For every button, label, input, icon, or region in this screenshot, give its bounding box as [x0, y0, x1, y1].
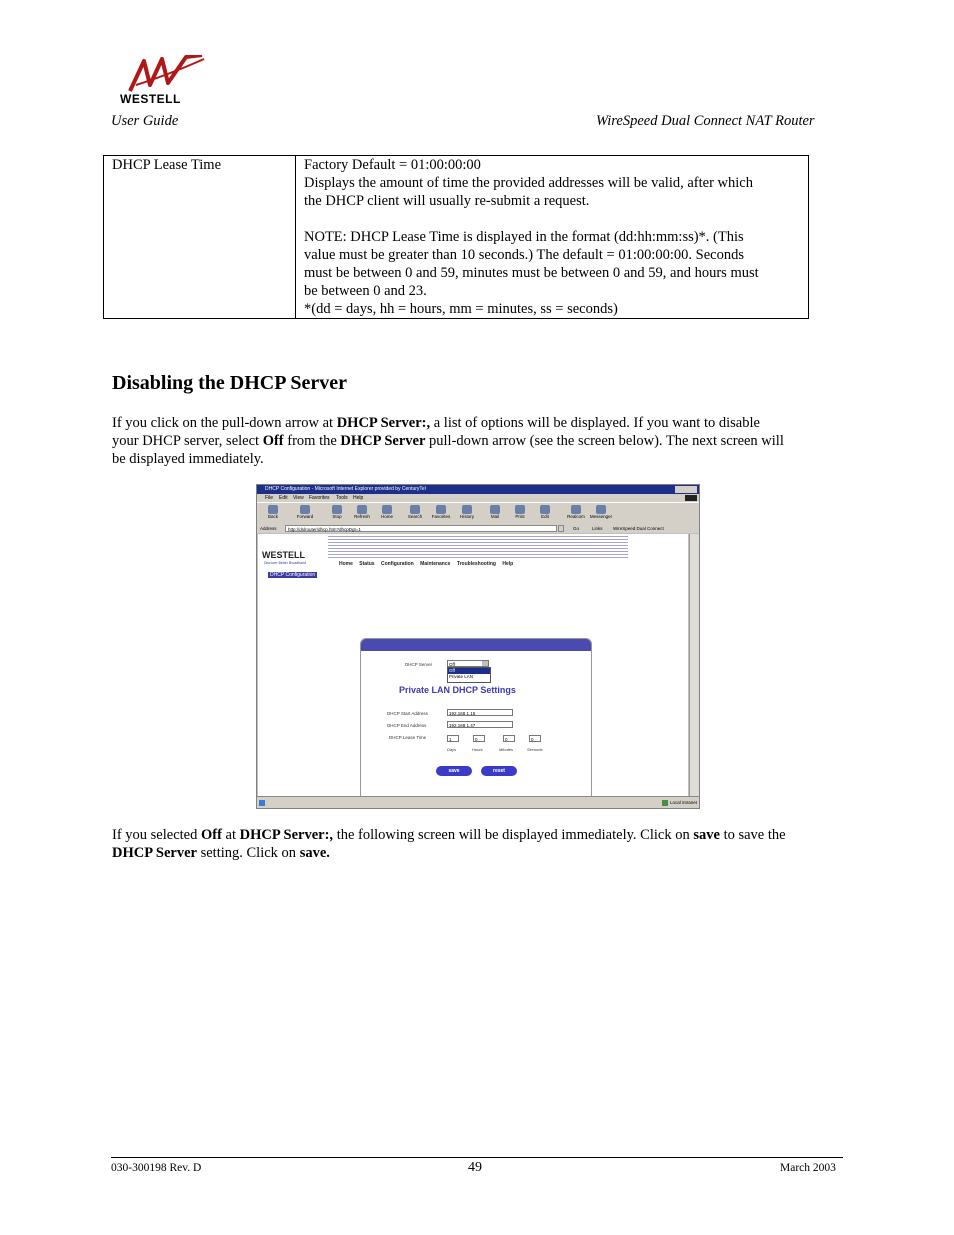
lease-line: must be between 0 and 59, minutes must be between 0 and 59, and hours must [304, 265, 759, 281]
mail-button[interactable]: Mail [483, 505, 507, 523]
dhcp-server-label: DHCP Server [405, 662, 433, 667]
search-icon [410, 505, 420, 514]
edit-button[interactable]: Edit [533, 505, 557, 523]
refresh-button[interactable]: Refresh [350, 505, 374, 523]
header-stripes [328, 536, 628, 560]
windows-logo-icon [685, 495, 697, 501]
nav-home[interactable]: Home [339, 561, 353, 567]
address-label: Address [260, 526, 277, 531]
header-left: User Guide [111, 113, 179, 129]
menu-view[interactable]: View [293, 495, 304, 501]
address-bar [257, 524, 699, 533]
start-address-label: DHCP Start Address [387, 711, 428, 716]
dhcp-server-options[interactable] [447, 667, 491, 683]
print-icon [515, 505, 525, 514]
lease-line: NOTE: DHCP Lease Time is displayed in the format (dd:hh:mm:ss)*. (This [304, 229, 744, 245]
end-address-label: DHCP End Address [387, 723, 427, 728]
messenger-icon [596, 505, 606, 514]
lease-label-cell [104, 156, 296, 319]
history-button[interactable]: History [455, 505, 479, 523]
stop-icon [332, 505, 342, 514]
dhcp-settings-panel [360, 638, 592, 798]
menu-tools[interactable]: Tools [336, 495, 348, 501]
page-done-icon [259, 800, 265, 806]
nav-maintenance[interactable]: Maintenance [420, 561, 451, 567]
menu-bar [257, 494, 699, 502]
unit-days: Days [447, 747, 457, 752]
end-address-input[interactable]: 192.168.1.47 [447, 721, 513, 728]
panel-title: Private LAN DHCP Settings [399, 685, 516, 695]
go-button[interactable]: Go [573, 526, 580, 531]
footer-divider [111, 1157, 843, 1158]
option-off[interactable]: Off [448, 668, 490, 674]
address-dropdown-icon[interactable] [558, 525, 564, 532]
realcom-button[interactable]: Realcom [564, 505, 588, 523]
browser-screenshot [256, 484, 700, 809]
messenger-button[interactable]: Messenger [589, 505, 613, 523]
westell-logo-text: WESTELL [120, 92, 181, 106]
lease-time-table [103, 155, 809, 319]
lease-line: *(dd = days, hh = hours, mm = minutes, ss = seconds) [304, 301, 618, 317]
lease-line: value must be greater than 10 seconds.) The default = 01:00:00:00. Seconds [304, 247, 744, 263]
home-icon [382, 505, 392, 514]
status-bar [257, 796, 699, 809]
menu-edit[interactable]: Edit [279, 495, 288, 501]
nav-status[interactable]: Status [359, 561, 375, 567]
chevron-down-icon[interactable] [482, 661, 488, 666]
dhcp-configuration-link[interactable]: DHCP Configuration [270, 572, 316, 578]
lease-minutes-input[interactable]: 0 [503, 735, 515, 742]
header-right: WireSpeed Dual Connect NAT Router [596, 113, 815, 129]
intro-paragraph: If you click on the pull-down arrow at DHCP Server:, a list of options will be displayed. If you want to disable your DHCP server, select Off from the DHCP Server pull-down arrow (see the screen below). The next screen will be displayed immediately. [112, 415, 784, 467]
lease-label: DHCP Lease Time [112, 157, 222, 173]
forward-button[interactable]: Forward [293, 505, 317, 523]
lease-time-label: DHCP Lease Time [389, 735, 427, 740]
page-nav [339, 561, 518, 567]
menu-favorites[interactable]: Favorites [309, 495, 330, 501]
search-button[interactable]: Search [403, 505, 427, 523]
lease-line [304, 210, 800, 228]
dhcp-server-select[interactable]: Off [447, 660, 489, 667]
reset-button[interactable]: reset [481, 766, 517, 776]
favorites-button[interactable]: Favorites [429, 505, 453, 523]
favorites-icon [436, 505, 446, 514]
unit-minutes: Minutes [499, 747, 514, 752]
panel-header [361, 639, 591, 651]
page-logo: WESTELL [262, 550, 305, 560]
menu-help[interactable]: Help [353, 495, 364, 501]
forward-icon [300, 505, 310, 514]
refresh-icon [357, 505, 367, 514]
unit-seconds: Seconds [527, 747, 543, 752]
history-icon [462, 505, 472, 514]
page-viewport [258, 534, 688, 796]
edit-icon [540, 505, 550, 514]
links-item[interactable]: WireSpeed Dual Connect [613, 526, 664, 531]
nav-configuration[interactable]: Configuration [380, 561, 414, 567]
section-title: Disabling the DHCP Server [112, 372, 347, 394]
window-controls [675, 486, 697, 493]
stop-button[interactable]: Stop [325, 505, 349, 523]
lease-description-cell [296, 156, 809, 319]
page-tagline: Discover Better Broadband [264, 561, 307, 565]
lease-line: be between 0 and 23. [304, 283, 427, 299]
unit-hours: Hours [472, 747, 483, 752]
mail-icon [490, 505, 500, 514]
home-button[interactable]: Home [375, 505, 399, 523]
followup-paragraph: If you selected Off at DHCP Server:, the following screen will be displayed immediately. Click on save to save the DHCP Server setting. Click on save. [112, 827, 786, 861]
table-row [104, 156, 809, 319]
nav-troubleshooting[interactable]: Troubleshooting [456, 561, 496, 567]
menu-file[interactable]: File [265, 495, 274, 501]
window-titlebar: DHCP Configuration - Microsoft Internet Explorer provided by CenturyTel [257, 485, 699, 494]
westell-logo-mark [128, 55, 206, 95]
address-input[interactable]: http://dslrouter/dhcp.htm?dhcpDgt=1 [285, 525, 557, 532]
status-zone: Local intranet [670, 800, 698, 805]
footer-left: 030-300198 Rev. D [111, 1162, 202, 1174]
page-number: 49 [468, 1160, 482, 1175]
lease-line: the DHCP client will usually re-submit a request. [304, 193, 590, 209]
back-icon [268, 505, 278, 514]
lease-line: Displays the amount of time the provided addresses will be valid, after which [304, 175, 753, 191]
lease-days-input[interactable]: 1 [447, 735, 459, 742]
realcom-icon [571, 505, 581, 514]
zone-icon [662, 800, 668, 806]
back-button[interactable]: Back [261, 505, 285, 523]
lease-hours-input[interactable]: 0 [473, 735, 485, 742]
save-button[interactable]: save [436, 766, 472, 776]
option-private-lan[interactable]: Private LAN [449, 674, 474, 679]
browser-toolbar [257, 502, 699, 525]
links-label: Links [592, 526, 603, 531]
print-button[interactable]: Print [508, 505, 532, 523]
vertical-scrollbar[interactable] [689, 534, 699, 796]
start-address-input[interactable]: 192.168.1.15 [447, 709, 513, 716]
footer-right: March 2003 [780, 1162, 836, 1174]
nav-help[interactable]: Help [502, 561, 514, 567]
lease-line: Factory Default = 01:00:00:00 [304, 157, 481, 173]
lease-seconds-input[interactable]: 0 [529, 735, 541, 742]
